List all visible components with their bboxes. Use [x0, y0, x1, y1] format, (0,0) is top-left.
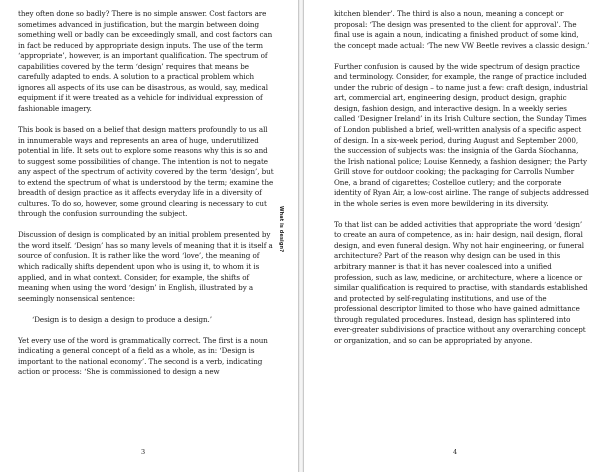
paragraph: kitchen blender’. The third is also a noun, meaning a concept or proposal: ‘The design was presented to the client for approval’. The final use is again a noun, indicating a finished product of some kind, the concept made actual: ‘The new VW Beetle revives a classic design.’ [334, 9, 590, 50]
right-page-body [334, 9, 590, 346]
running-head-left: What is design? [278, 206, 284, 253]
paragraph: Further confusion is caused by the wide spectrum of design practice and terminology. Consider, for example, the range of practice included under the rubric of design – to name just a few: craft design, industrial art, commercial art, engineering design, product design, graphic design, fashion design, and interactive design. In a weekly series called ‘Designer Ireland’ in its Irish Culture section, the Sunday Times of London published a brief, well-written analysis of a specific aspect of design. In a six-week period, during August and September 2000, the succession of subjects was: the insignia of the Garda Síochanna, the Irish national police; Louise Kennedy, a fashion designer; the Party Grill stove for outdoor cooking; the packaging for Carrolls Number One, a brand of cigarettes; Costelloe cutlery; and the corporate identity of Ryan Air, a low-cost airline. The range of subjects addressed in the whole series is even more bewildering in its diversity. [334, 61, 589, 208]
left-page [0, 0, 298, 472]
paragraph: Discussion of design is complicated by an initial problem presented by the word itself. ‘Design’ has so many levels of meaning that it is itself a source of confusion. It is rather like the word ‘love’, the meaning of which radically shifts dependent upon who is using it, to whom it is applied, and in what context. Consider, for example, the shifts of meaning when using the word ‘design’ in English, illustrated by a seemingly nonsensical sentence: [18, 230, 273, 303]
paragraph: To that list can be added activities that appropriate the word ‘design’ to create an aura of competence, as in: hair design, nail design, floral design, and even funeral design. Why not hair engineering, or funeral architecture? Part of the reason why design can be used in this arbitrary manner is that it has never coalesced into a unified profession, such as law, medicine, or architecture, where a licence or similar qualification is required to practise, with standards established and protected by self-regulating institutions, and use of the professional descriptor limited to those who have gained admittance through regulated procedures. Instead, design has splintered into ever-greater subdivisions of practice without any overarching concept or organization, and so can be appropriated by anyone. [334, 219, 588, 345]
paragraph: This book is based on a belief that design matters profoundly to us all in innumerable ways and represents an area of huge, underutilized potential in life. It sets out to explore some reasons why this is so and to suggest some possibilities of change. The intention is not to negate any aspect of the spectrum of activity covered by the term ‘design’, but to extend the spectrum of what is understood by the term; examine the breadth of design practice as it affects everyday life in a diversity of cultures. To do so, however, some ground clearing is necessary to cut through the confusion surrounding the subject. [18, 124, 274, 219]
block-quote: ‘Design is to design a design to produce a design.’ [32, 314, 212, 324]
left-page-body [18, 9, 276, 378]
page-number: 4 [453, 448, 458, 456]
paragraph: Yet every use of the word is grammatically correct. The first is a noun indicating a general concept of a field as a whole, as in: ‘Design is important to the national economy’. The second is a verb, indicating action or process: ‘She is commissioned to design a new [18, 335, 268, 377]
page-number: 3 [141, 448, 146, 456]
right-page [304, 0, 607, 472]
paragraph: they often done so badly? There is no simple answer. Cost factors are sometimes advanced in justification, but the margin between doing something well or badly can be exceedingly small, and cost factors can in fact be reduced by appropriate design inputs. The use of the term ‘appropriate’, however, is an important qualification. The spectrum of capabilities covered by the term ‘design’ requires that means be carefully adapted to ends. A solution to a practical problem which ignores all aspects of its use can be disastrous, as would, say, medical equipment if it were treated as a vehicle for individual expression of fashionable imagery. [18, 9, 273, 113]
